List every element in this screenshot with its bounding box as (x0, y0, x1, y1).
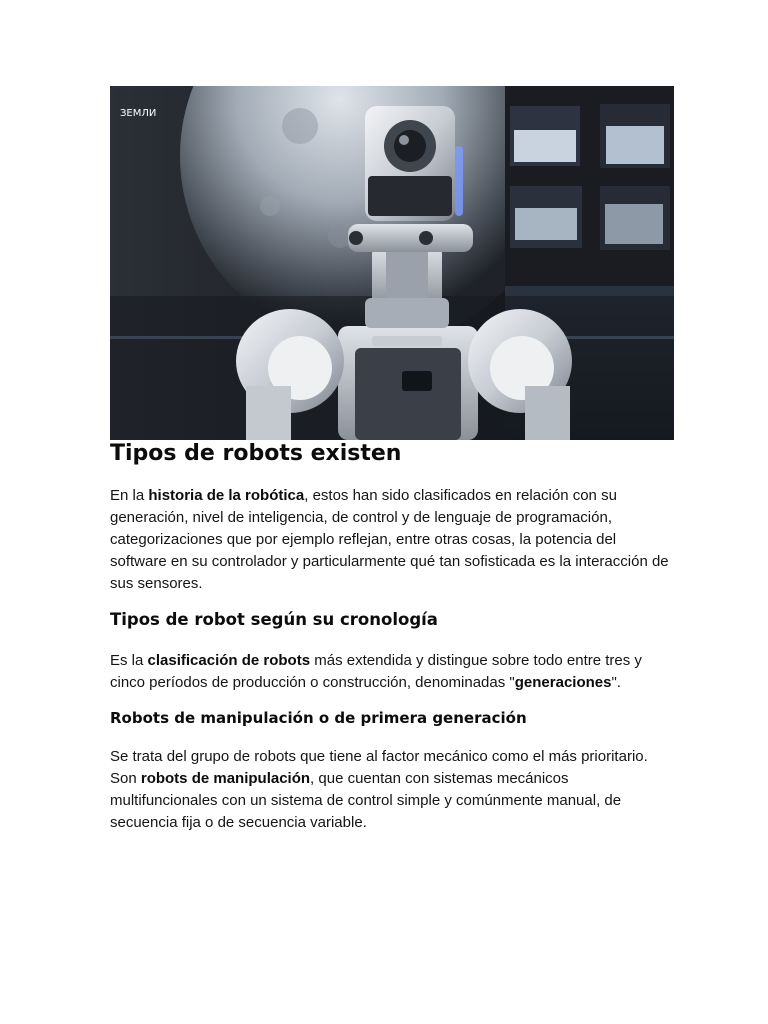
section-heading-manipulation: Robots de manipulación o de primera generación (110, 709, 527, 727)
section-heading-chronology: Tipos de robot según su cronología (110, 610, 438, 629)
intro-link-robotics-history: historia de la robótica (148, 487, 305, 504)
chronology-text-3: ". (611, 674, 621, 691)
intro-text-1: En la (110, 487, 149, 504)
chronology-text-1: Es la (110, 652, 148, 669)
chronology-paragraph (110, 650, 670, 694)
intro-paragraph (110, 485, 670, 595)
manipulation-bold-1: robots de manipulación (140, 770, 311, 787)
manipulation-paragraph (110, 746, 670, 834)
article (110, 86, 674, 831)
chronology-text-2: más extendida y distingue sobre todo entre tres y cinco períodos de producción o construcción, denominadas " (110, 652, 642, 691)
page-title: Tipos de robots existen (110, 441, 402, 466)
manipulation-text-1: Se trata del grupo de robots que tiene al factor mecánico como el más prioritario. Son (110, 748, 648, 787)
intro-text-2: , estos han sido clasificados en relación con su generación, nivel de inteligencia, de control y de lenguaje de programación, categorizaciones que por ejemplo reflejan, entre otras cosas, la potencia del software en su controlador y particularmente qué tan sofisticada es la interacción de sus sensores. (110, 487, 669, 592)
manipulation-text-2: , que cuentan con sistemas mecánicos multifuncionales con un sistema de control simple y comúnmente manual, de secuencia fija o de secuencia variable. (110, 770, 622, 831)
robot-photo-icon (110, 86, 674, 440)
robot-photo (110, 86, 674, 440)
chronology-bold-2: generaciones (514, 674, 612, 691)
chronology-bold-1: clasificación de robots (147, 652, 311, 669)
screen-label: ЗЕМЛИ (120, 108, 157, 119)
